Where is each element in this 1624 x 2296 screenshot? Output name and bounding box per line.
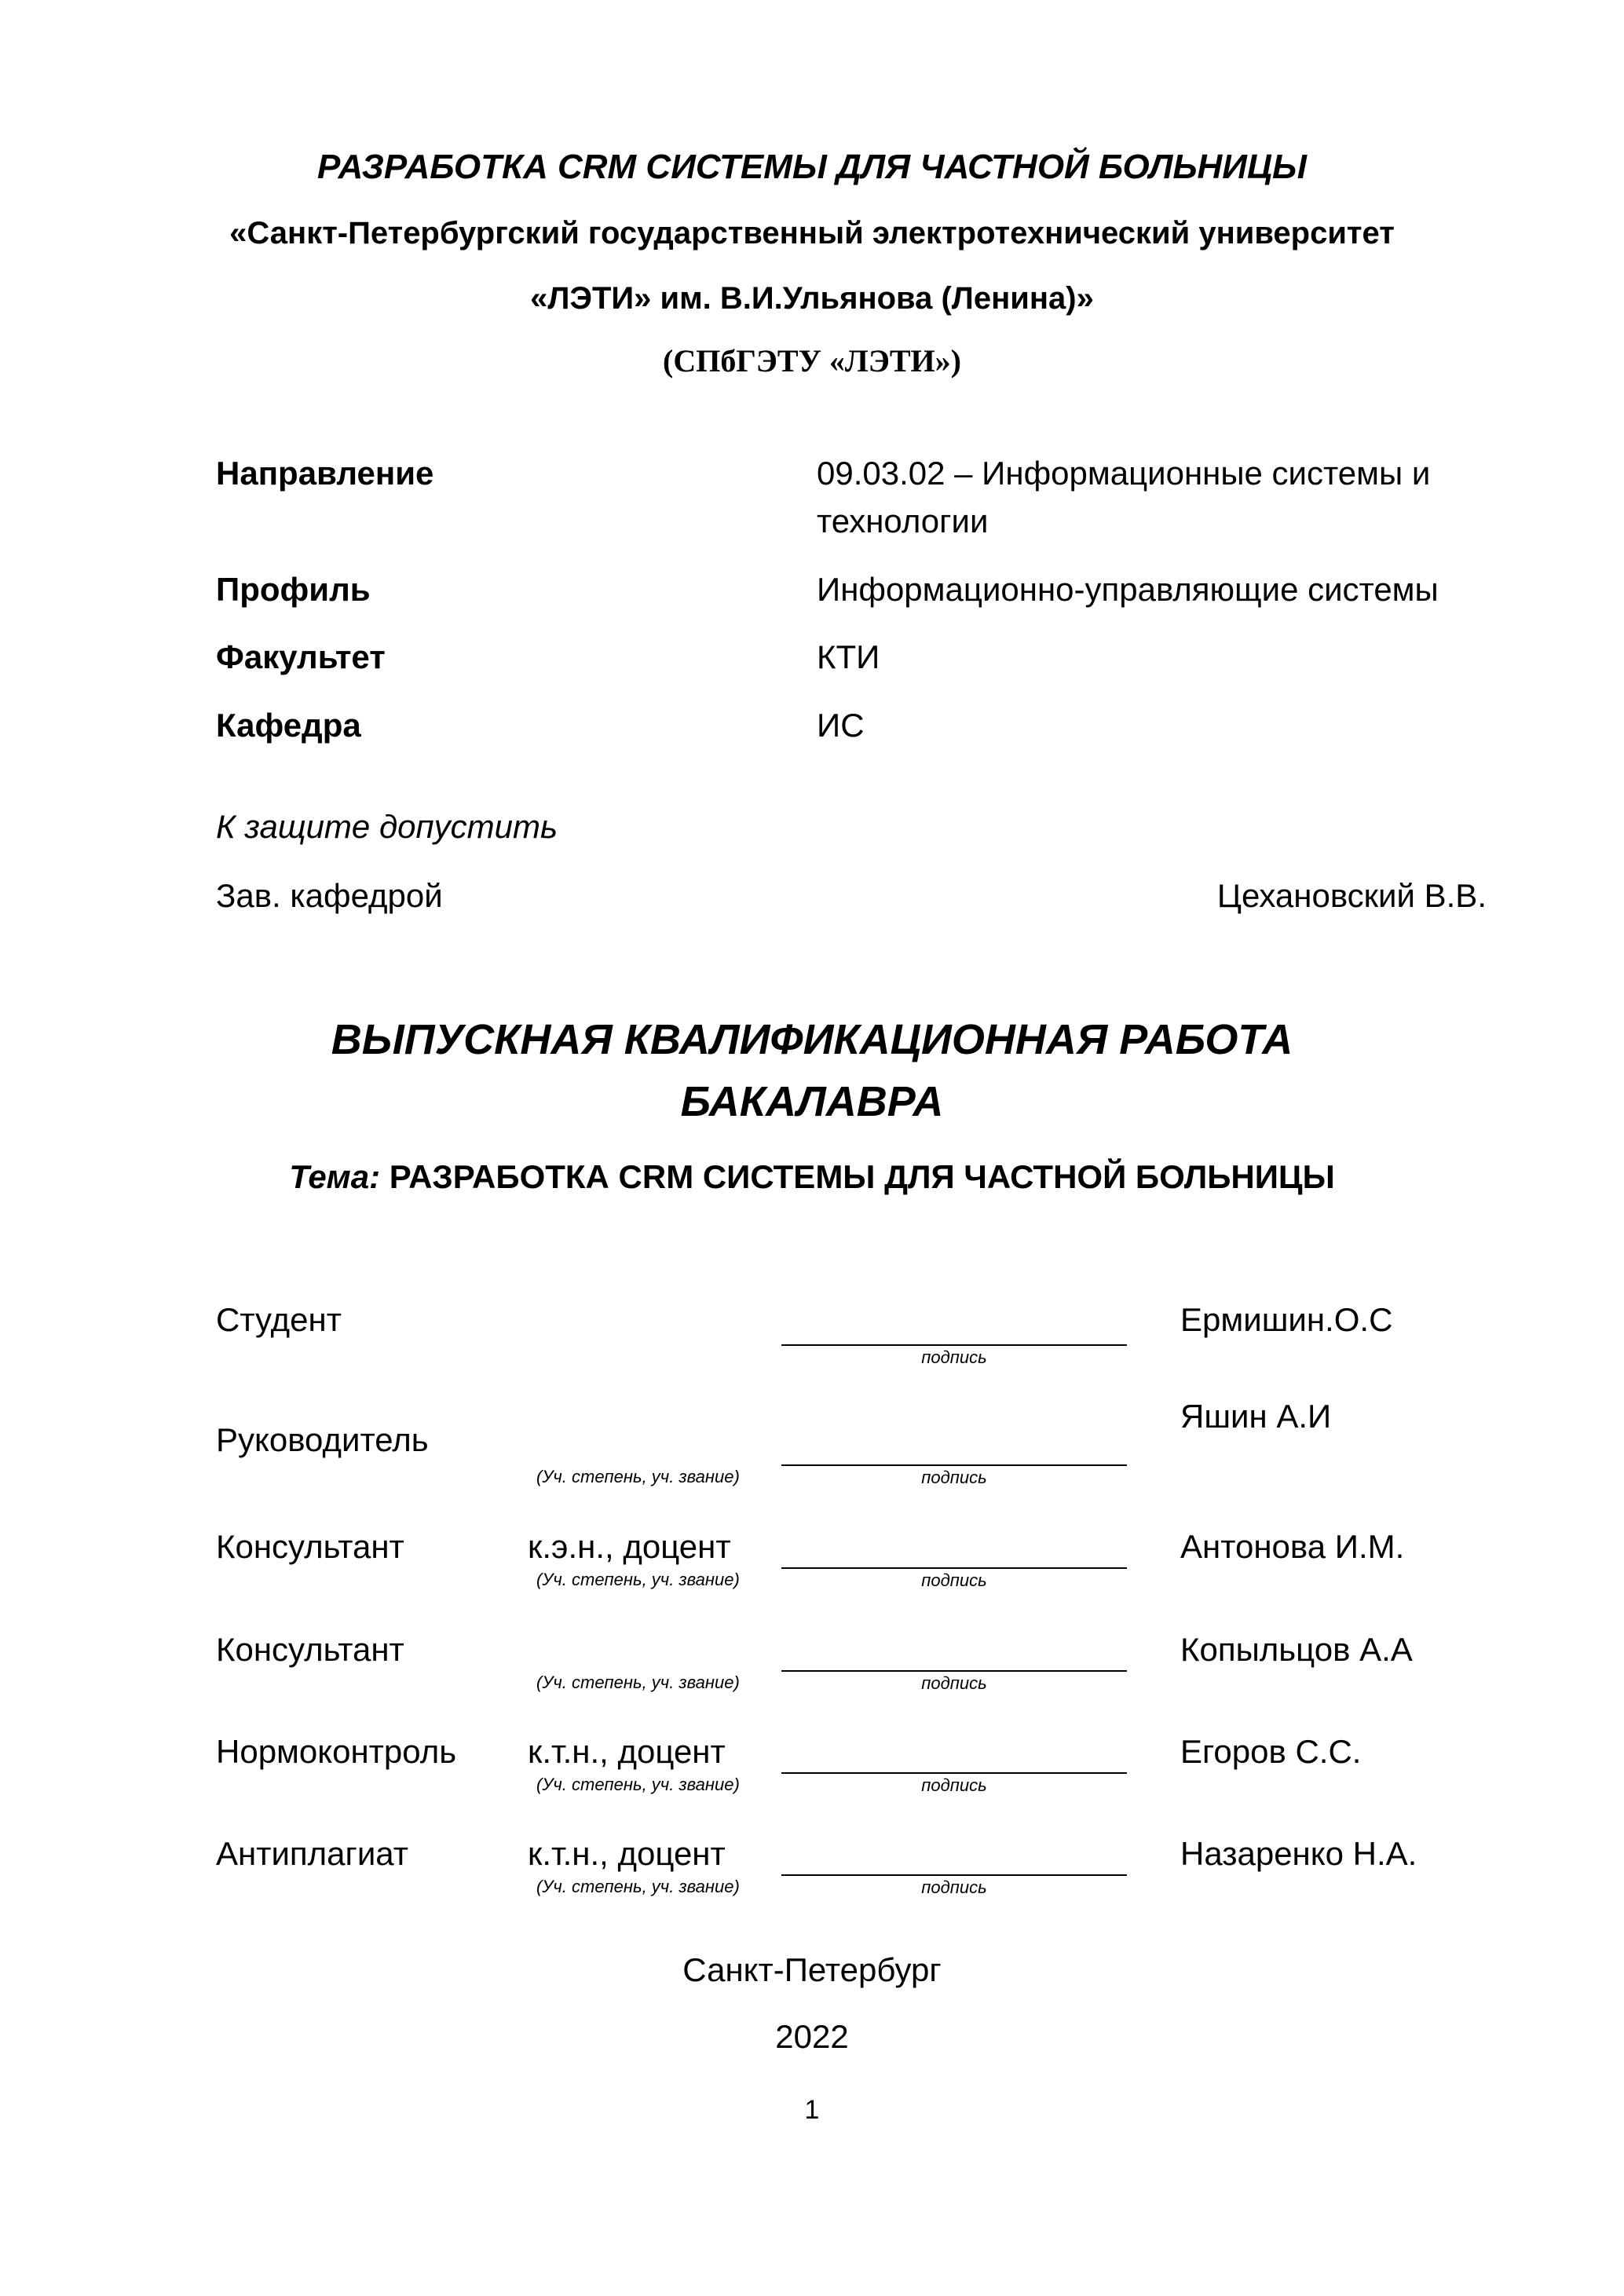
signature-caption: подпись (921, 1570, 987, 1590)
info-value-faculty: КТИ (817, 638, 880, 675)
theme-label: Тема: (289, 1158, 381, 1195)
degree-caption: (Уч. степень, уч. звание) (536, 1673, 740, 1692)
university-line-2: «ЛЭТИ» им. В.И.Ульянова (Ленина)» (530, 281, 1094, 316)
theme-text: РАЗРАБОТКА CRM СИСТЕМЫ ДЛЯ ЧАСТНОЙ БОЛЬНИЦЫ (389, 1158, 1335, 1195)
role-student: Студент (216, 1301, 342, 1338)
admit-to-defense: К защите допустить (216, 808, 558, 845)
page-number: 1 (804, 2095, 820, 2125)
signature-line-student (781, 1344, 1127, 1346)
role-norm-control: Нормоконтроль (216, 1733, 457, 1770)
head-of-department-label: Зав. кафедрой (216, 877, 443, 914)
signature-line-norm-control (781, 1772, 1127, 1774)
signature-line-antiplagiarism (781, 1874, 1127, 1876)
university-abbreviation: (СПбГЭТУ «ЛЭТИ») (663, 343, 961, 378)
name-supervisor: Яшин А.И (1180, 1398, 1332, 1435)
info-value-direction: 09.03.02 – Информационные системы и (817, 455, 1431, 492)
degree-antiplagiarism: к.т.н., доцент (528, 1835, 726, 1872)
info-label-direction: Направление (216, 455, 434, 492)
signature-caption: подпись (921, 1468, 987, 1487)
role-antiplagiarism: Антиплагиат (216, 1835, 408, 1872)
signature-line-supervisor (781, 1464, 1127, 1466)
signature-caption: подпись (921, 1347, 987, 1367)
degree-caption: (Уч. степень, уч. звание) (536, 1467, 740, 1486)
info-value-department: ИС (817, 707, 865, 744)
name-norm-control: Егоров С.С. (1180, 1733, 1362, 1770)
info-label-department: Кафедра (216, 707, 361, 744)
info-label-faculty: Факультет (216, 638, 386, 675)
name-antiplagiarism: Назаренко Н.А. (1180, 1835, 1417, 1872)
degree-caption: (Уч. степень, уч. звание) (536, 1775, 740, 1794)
signature-caption: подпись (921, 1775, 987, 1795)
degree-caption: (Уч. степень, уч. звание) (536, 1877, 740, 1896)
role-consultant-2: Консультант (216, 1631, 404, 1668)
info-label-profile: Профиль (216, 571, 371, 608)
university-line-1: «Санкт-Петербургский государственный электротехнический университет (229, 216, 1395, 250)
city: Санкт-Петербург (682, 1951, 942, 1988)
degree-norm-control: к.т.н., доцент (528, 1733, 726, 1770)
signature-caption: подпись (921, 1673, 987, 1693)
degree-caption: (Уч. степень, уч. звание) (536, 1570, 740, 1589)
role-consultant-1: Консультант (216, 1528, 404, 1565)
info-value-direction-cont: технологии (817, 503, 989, 539)
role-supervisor: Руководитель (216, 1421, 429, 1458)
year: 2022 (775, 2018, 849, 2055)
degree-consultant-1: к.э.н., доцент (528, 1528, 731, 1565)
signature-line-consultant-2 (781, 1670, 1127, 1672)
work-title-line-2: БАКАЛАВРА (680, 1078, 944, 1125)
head-of-department-name: Цехановский В.В. (1216, 877, 1487, 914)
name-consultant-2: Копыльцов А.А (1180, 1631, 1413, 1668)
topic-title: РАЗРАБОТКА CRM СИСТЕМЫ ДЛЯ ЧАСТНОЙ БОЛЬНИЦЫ (316, 148, 1308, 186)
work-theme (0, 1157, 1624, 1197)
signature-caption: подпись (921, 1877, 987, 1897)
signature-line-consultant-1 (781, 1567, 1127, 1569)
info-value-profile: Информационно-управляющие системы (817, 571, 1439, 608)
work-title-line-1: ВЫПУСКНАЯ КВАЛИФИКАЦИОННАЯ РАБОТА (331, 1016, 1293, 1063)
name-student: Ермишин.О.С (1180, 1301, 1393, 1338)
name-consultant-1: Антонова И.М. (1180, 1528, 1405, 1565)
